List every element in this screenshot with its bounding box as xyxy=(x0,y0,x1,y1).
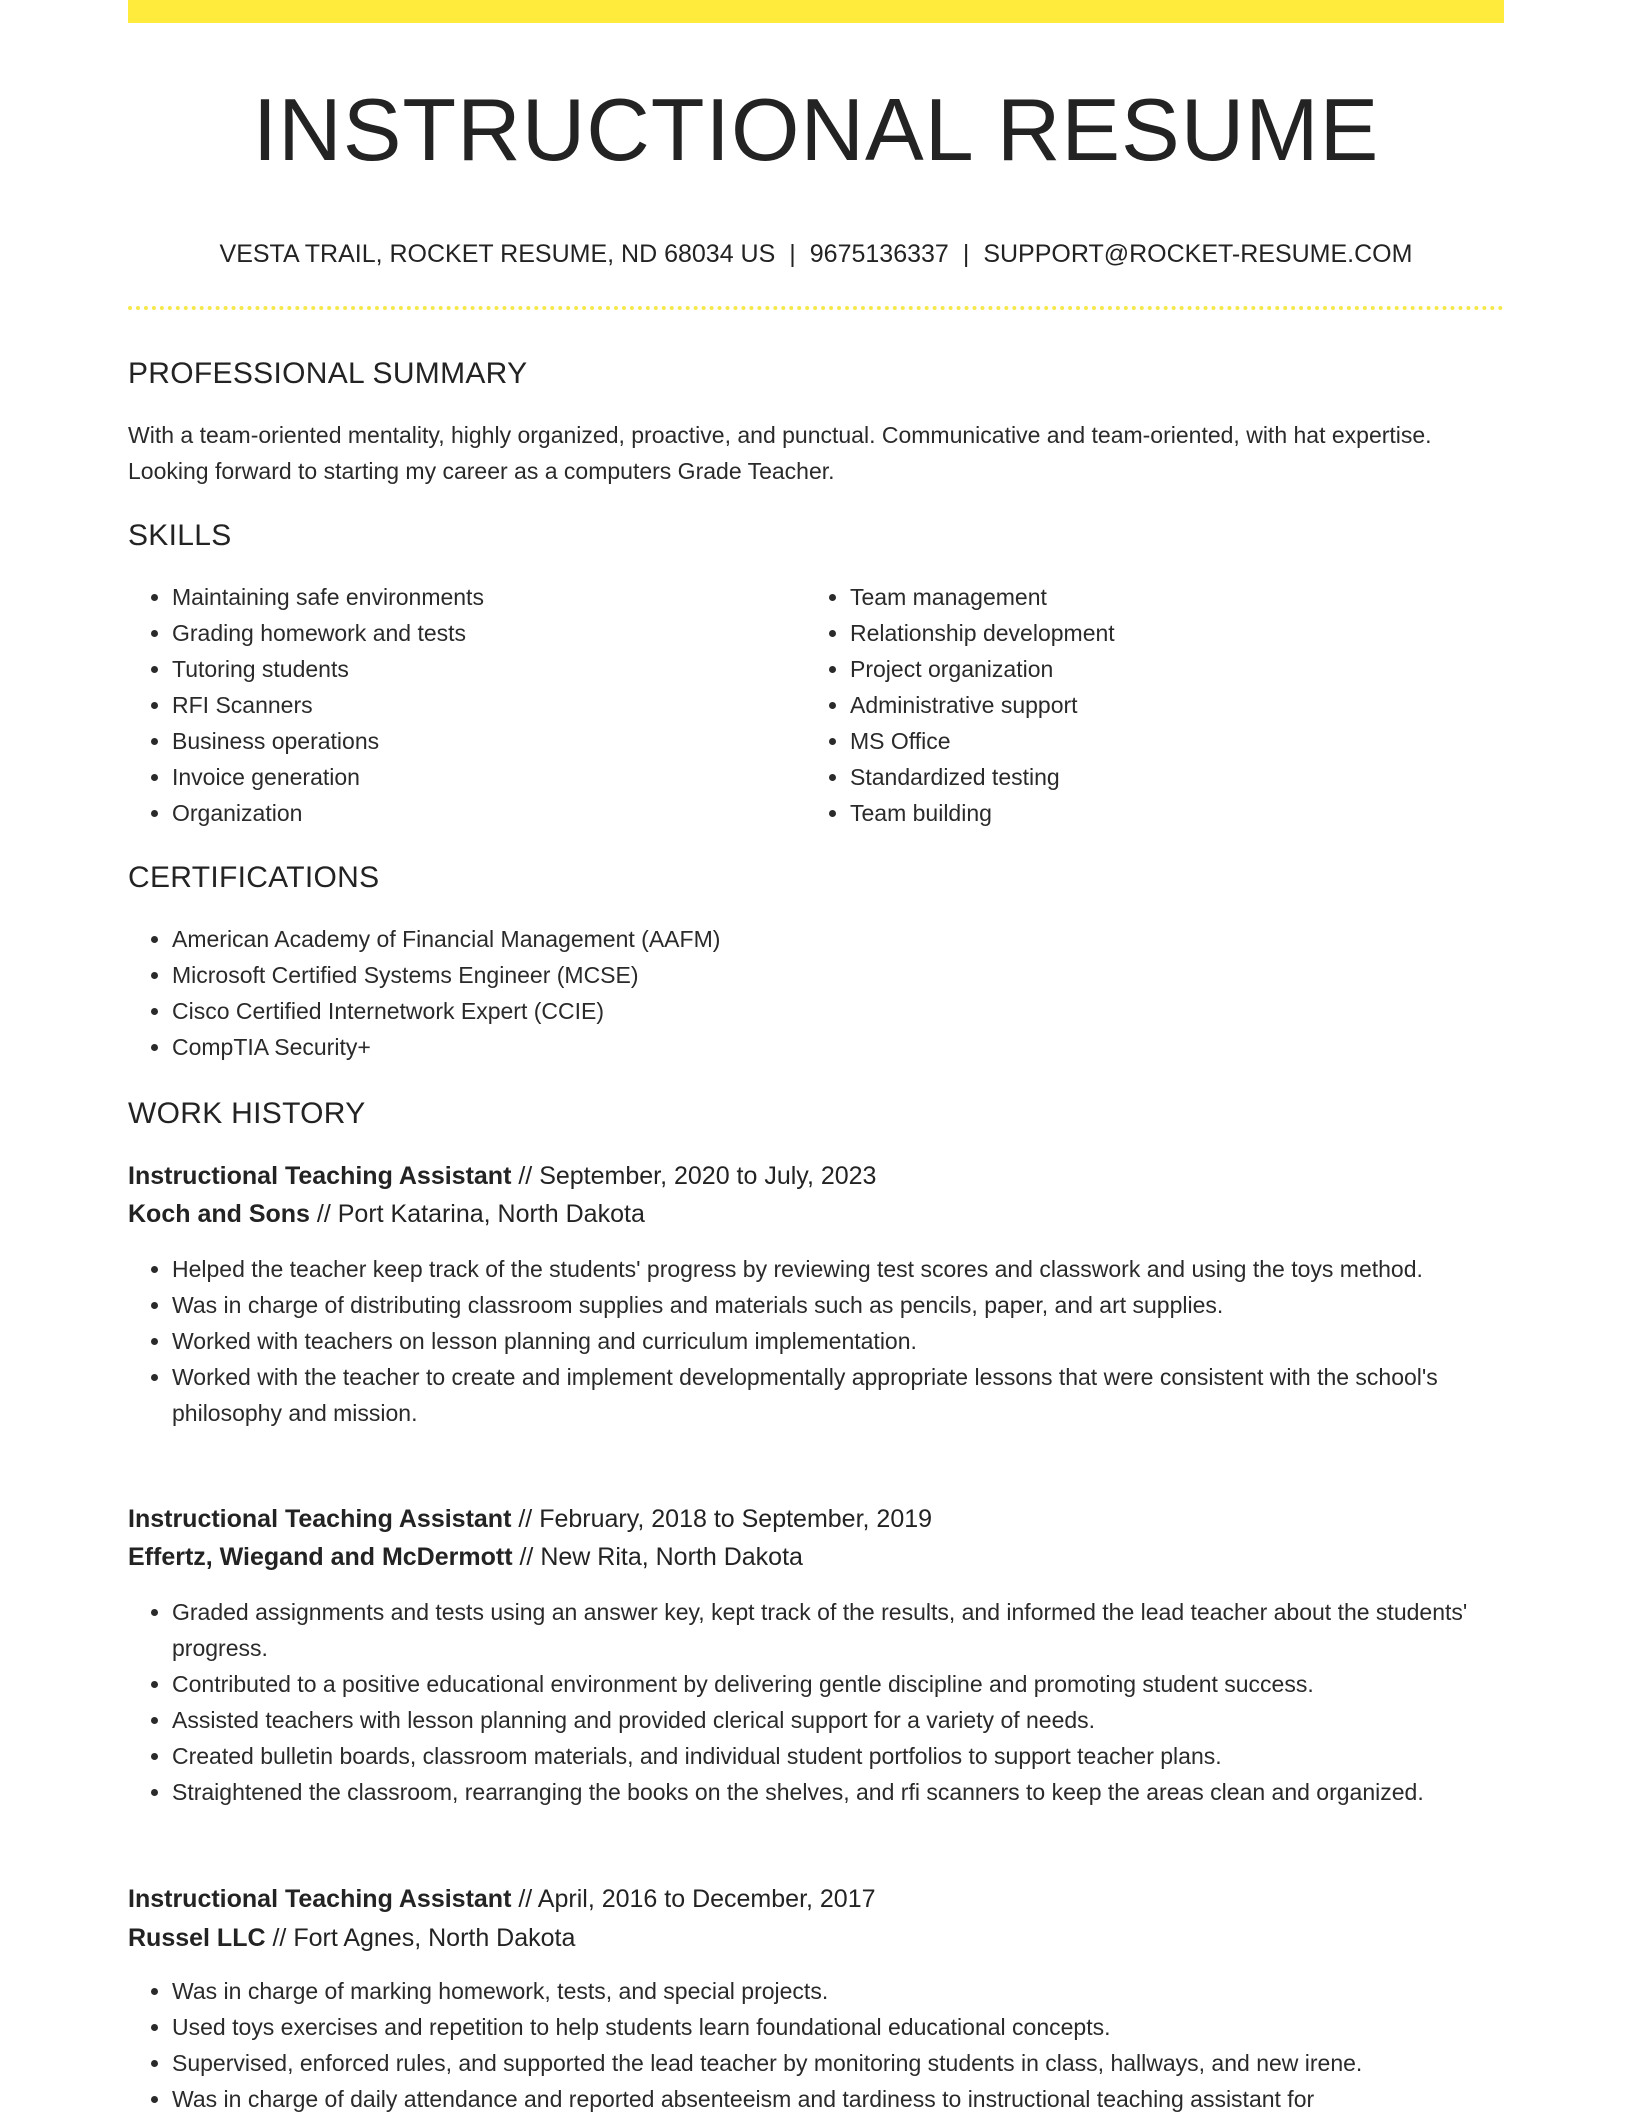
list-item: • MS Office xyxy=(850,723,1490,759)
work-history-heading: WORK HISTORY xyxy=(128,1097,366,1130)
list-item: • Helped the teacher keep track of the students' progress by reviewing test scores and classwork and using the toys method. xyxy=(172,1251,1504,1287)
job-company: Effertz, Wiegand and McDermott xyxy=(128,1543,513,1571)
job-company: Russel LLC xyxy=(128,1924,266,1952)
resume-title: INSTRUCTIONAL RESUME xyxy=(252,80,1380,179)
resume-page xyxy=(128,0,1504,2112)
certifications-list xyxy=(128,921,1504,1065)
list-item: • Organization xyxy=(172,795,812,831)
list-item: • Administrative support xyxy=(850,687,1490,723)
job-title-line xyxy=(128,1157,1504,1195)
list-item: • Cisco Certified Internetwork Expert (CCIE) xyxy=(172,993,1504,1029)
list-item: • Maintaining safe environments xyxy=(172,579,812,615)
list-item: • Was in charge of distributing classroom supplies and materials such as pencils, paper, and art supplies. xyxy=(172,1287,1504,1323)
phone: 9675136337 xyxy=(809,240,949,268)
contact-separator: | xyxy=(789,240,796,268)
address: VESTA TRAIL, ROCKET RESUME, ND 68034 US xyxy=(219,240,776,268)
certifications-heading: CERTIFICATIONS xyxy=(128,861,380,894)
job-location: // New Rita, North Dakota xyxy=(512,1543,803,1571)
contact-line xyxy=(128,236,1504,272)
list-item: • CompTIA Security+ xyxy=(172,1029,1504,1065)
list-item: • Created bulletin boards, classroom materials, and individual student portfolios to support teacher plans. xyxy=(172,1738,1504,1774)
job-dates: // February, 2018 to September, 2019 xyxy=(511,1505,933,1533)
list-item: • Graded assignments and tests using an answer key, kept track of the results, and informed the lead teacher about the students' progress. xyxy=(172,1594,1504,1666)
job-role: Instructional Teaching Assistant xyxy=(128,1162,512,1190)
list-item: • Contributed to a positive educational environment by delivering gentle discipline and promoting student success. xyxy=(172,1666,1504,1702)
job-company-line xyxy=(128,1195,1504,1233)
list-item: • Straightened the classroom, rearranging the books on the shelves, and rfi scanners to keep the areas clean and organized. xyxy=(172,1774,1504,1810)
list-item: • Invoice generation xyxy=(172,759,812,795)
job-dates: // April, 2016 to December, 2017 xyxy=(511,1885,876,1913)
list-item: • Microsoft Certified Systems Engineer (MCSE) xyxy=(172,957,1504,993)
contact-separator: | xyxy=(962,240,970,268)
summary-heading: PROFESSIONAL SUMMARY xyxy=(128,357,528,390)
list-item: • Business operations xyxy=(172,723,812,759)
job-location: // Port Katarina, North Dakota xyxy=(309,1200,645,1228)
job-company-line xyxy=(128,1919,1504,1957)
list-item: • Grading homework and tests xyxy=(172,615,812,651)
list-item: • Standardized testing xyxy=(850,759,1490,795)
list-item: • Worked with the teacher to create and implement developmentally appropriate lessons that were consistent with the school's philosophy and mission. xyxy=(172,1359,1504,1431)
job-bullets xyxy=(128,1973,1504,2117)
list-item: • Assisted teachers with lesson planning and provided clerical support for a variety of needs. xyxy=(172,1702,1504,1738)
job-company: Koch and Sons xyxy=(128,1200,310,1228)
skills-list-right xyxy=(806,579,1490,831)
job-company-line xyxy=(128,1538,1504,1576)
list-item: • Project organization xyxy=(850,651,1490,687)
job-bullets xyxy=(128,1251,1504,1431)
list-item: • Team building xyxy=(850,795,1490,831)
skills-list-left xyxy=(128,579,812,831)
job-role: Instructional Teaching Assistant xyxy=(128,1505,512,1533)
list-item: • Was in charge of marking homework, tests, and special projects. xyxy=(172,1973,1504,2009)
skills-heading: SKILLS xyxy=(128,519,232,552)
email: SUPPORT@ROCKET-RESUME.COM xyxy=(983,240,1413,268)
list-item: • Team management xyxy=(850,579,1490,615)
list-item: • Supervised, enforced rules, and supported the lead teacher by monitoring students in class, hallways, and new irene. xyxy=(172,2045,1504,2081)
summary-text: With a team-oriented mentality, highly organized, proactive, and punctual. Communicative and team-oriented, with hat expertise. Looking forward to starting my career as a computers Grade Teacher. xyxy=(128,422,1432,484)
header-divider xyxy=(128,306,1504,310)
list-item: • American Academy of Financial Management (AAFM) xyxy=(172,921,1504,957)
list-item: • Tutoring students xyxy=(172,651,812,687)
list-item: • Worked with teachers on lesson planning and curriculum implementation. xyxy=(172,1323,1504,1359)
job-title-line xyxy=(128,1500,1504,1538)
job-dates: // September, 2020 to July, 2023 xyxy=(511,1162,877,1190)
accent-bar xyxy=(128,0,1504,23)
list-item: • Was in charge of daily attendance and reported absenteeism and tardiness to instructional teaching assistant for xyxy=(172,2081,1504,2117)
job-bullets xyxy=(128,1594,1504,1810)
list-item: • Relationship development xyxy=(850,615,1490,651)
list-item: • Used toys exercises and repetition to help students learn foundational educational concepts. xyxy=(172,2009,1504,2045)
job-role: Instructional Teaching Assistant xyxy=(128,1885,512,1913)
job-title-line xyxy=(128,1880,1504,1918)
list-item: • RFI Scanners xyxy=(172,687,812,723)
job-location: // Fort Agnes, North Dakota xyxy=(265,1924,576,1952)
